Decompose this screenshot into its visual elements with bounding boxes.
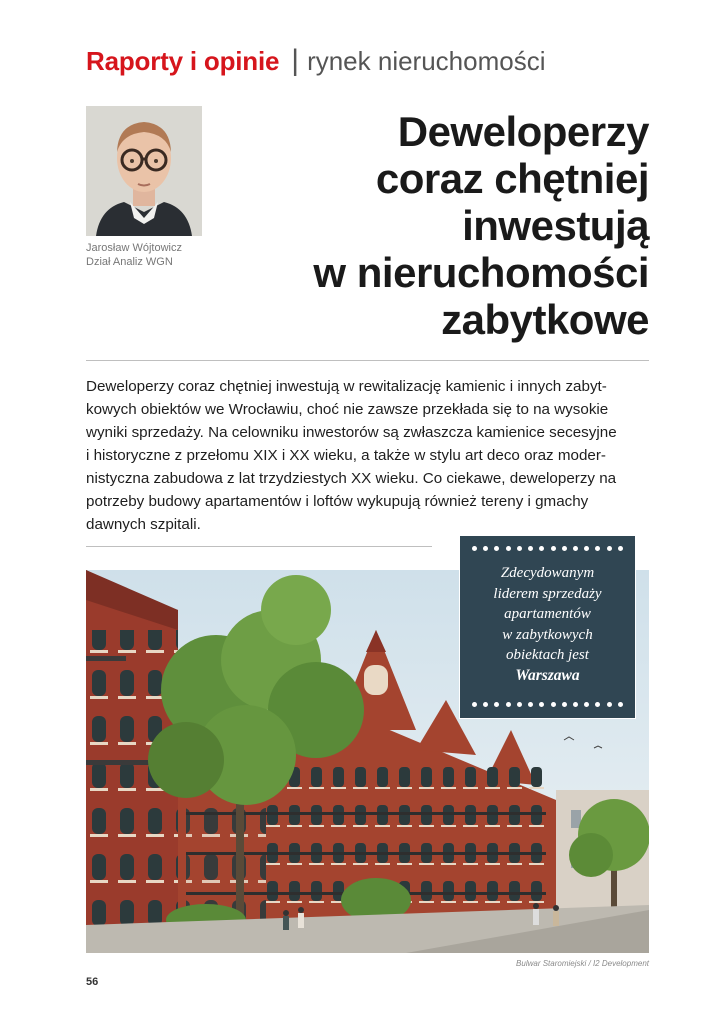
quote-emphasis: Warszawa: [515, 666, 580, 684]
lead-line: kowych obiektów we Wrocławiu, choć nie zawsze przekłada się to na wysokie: [86, 401, 609, 418]
headline-line: w nieruchomości: [313, 249, 649, 296]
section-subtitle: rynek nieruchomości: [307, 46, 546, 76]
divider: [86, 360, 649, 361]
lead-line: Deweloperzy coraz chętniej inwestują w rewitalizację kamienic i innych zabyt-: [86, 378, 607, 395]
lead-line: wyniki sprzedaży. Na celowniku inwestorów są zwłaszcza kamienice secesyjne: [86, 424, 617, 441]
quote-line: liderem sprzedaży: [493, 585, 602, 602]
dots-decoration: [472, 546, 623, 552]
section-title: Raporty i opinie: [86, 46, 280, 76]
dots-decoration: [472, 702, 623, 708]
divider: [86, 546, 432, 547]
pull-quote: [460, 536, 635, 718]
quote-line: Zdecydowanym: [500, 565, 595, 581]
section-header: [86, 44, 546, 78]
headline-line: inwestują: [462, 202, 649, 249]
header-separator: |: [291, 44, 300, 77]
lead-line: i historyczne z przełomu XIX i XX wieku, a także w stylu art deco oraz moder-: [86, 447, 606, 464]
article-headline: [229, 108, 649, 343]
author-department: Dział Analiz WGN: [86, 256, 173, 268]
author-portrait: [86, 106, 202, 236]
quote-line: w zabytkowych: [502, 626, 593, 643]
lead-line: nistyczna zabudowa z lat trzydziestych XX wieku. Co ciekawe, deweloperzy na: [86, 470, 617, 487]
page-number: 56: [86, 976, 99, 988]
author-caption: [86, 241, 246, 269]
lead-paragraph: [86, 375, 649, 536]
photo-credit: Bulwar Staromiejski / I2 Development: [516, 959, 649, 968]
pull-quote-text: [466, 563, 629, 686]
lead-line: dawnych szpitali.: [86, 516, 201, 533]
quote-line: apartamentów: [504, 606, 591, 622]
headline-line: Deweloperzy: [397, 108, 649, 155]
headline-line: zabytkowe: [441, 296, 649, 343]
lead-line: potrzeby budowy apartamentów i loftów wykupują również tereny i gmachy: [86, 493, 589, 510]
author-name: Jarosław Wójtowicz: [86, 242, 182, 254]
headline-line: coraz chętniej: [375, 155, 649, 202]
quote-line: obiektach jest: [506, 647, 589, 663]
